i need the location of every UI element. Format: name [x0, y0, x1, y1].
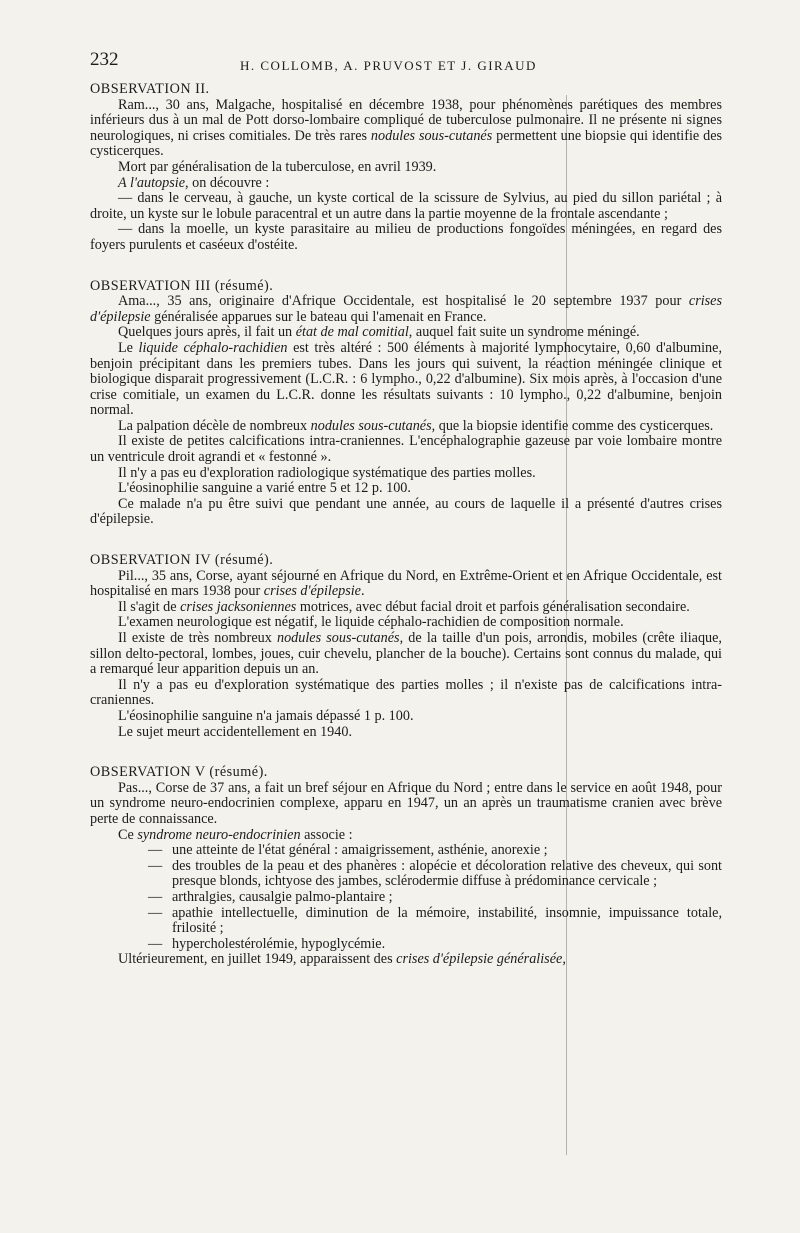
obs2-paragraph-2: Mort par généralisation de la tuberculose, en avril 1939.: [118, 158, 437, 175]
symptom-list: [90, 843, 722, 952]
list-item: — arthralgies, causalgie palmo-plantaire ;: [148, 888, 393, 905]
obs4-paragraph-4: Il existe de très nombreux nodules sous-cutanés, de la taille d'un pois, arrondis, mobiles (crête iliaque, sillon delto-pectoral, lombes, joues, cuir chevelu, plancher de la bouche). Certains sont connus du malade, qui a remarqué leur apparition depuis un an.: [90, 630, 722, 678]
list-item: — une atteinte de l'état général : amaigrissement, asthénie, anorexie ;: [148, 842, 548, 859]
obs3-paragraph-5: Il existe de petites calcifications intra-craniennes. L'encéphalographie gazeuse par voie lombaire montre un ventricule droit agrandi et « festonné ».: [90, 433, 722, 466]
obs5-paragraph-2: Ce syndrome neuro-endocrinien associe :: [118, 826, 353, 843]
observation-2: [90, 82, 722, 254]
obs3-paragraph-6: Il n'y a pas eu d'exploration radiologique systématique des parties molles.: [118, 464, 536, 481]
running-title: H. COLLOMB, A. PRUVOST ET J. GIRAUD: [240, 58, 537, 73]
obs3-paragraph-7: L'éosinophilie sanguine a varié entre 5 et 12 p. 100.: [118, 480, 411, 497]
observation-5: [90, 765, 722, 968]
obs5-paragraph-3: Ultérieurement, en juillet 1949, apparaissent des crises d'épilepsie généralisée,: [118, 951, 566, 968]
page-header: [90, 49, 722, 76]
obs4-paragraph-6: L'éosinophilie sanguine n'a jamais dépassé 1 p. 100.: [118, 707, 414, 724]
obs4-paragraph-3: L'examen neurologique est négatif, le liquide céphalo-rachidien de composition normale.: [118, 614, 624, 631]
obs2-paragraph-1: Ram..., 30 ans, Malgache, hospitalisé en décembre 1938, pour phénomènes parétiques des membres inférieurs dus à un mal de Pott dorso-lombaire compliqué de tuberculose pulmonaire. Il ne présente ni signes neurologiques, ni crises comitiales. De très rares nodules sous-cutanés permettent une biopsie qui identifie des cysticerques.: [90, 96, 723, 160]
obs3-paragraph-2: Quelques jours après, il fait un état de mal comitial, auquel fait suite un syndrome méningé.: [118, 324, 640, 341]
obs3-paragraph-3: Le liquide céphalo-rachidien est très altéré : 500 éléments à majorité lymphocytaire, 0,60 d'albumine, benjoin précipitant dans les premiers tubes. Dans les jours qui suivent, la réaction méningée clinique et biologique disparait progressivement (L.C.R. : 6 lympho., 0,22 d'albumine). Six mois après, à l'occasion d'une crise comitiale, un examen du L.C.R. donne les résultats suivants : 10 lympho., 0,22 d'albumine, benjoin normal.: [90, 339, 722, 419]
observation-3-heading: OBSERVATION III (résumé).: [90, 277, 274, 294]
page-number: 232: [90, 49, 119, 70]
obs4-paragraph-1: Pil..., 35 ans, Corse, ayant séjourné en Afrique du Nord, en Extrême-Orient et en Afrique Occidentale, est hospitalisé en mars 1938 pour crises d'épilepsie.: [90, 567, 722, 600]
list-item: — hypercholestérolémie, hypoglycémie.: [148, 935, 386, 952]
observation-5-heading: OBSERVATION V (résumé).: [90, 764, 268, 781]
obs5-paragraph-1: Pas..., Corse de 37 ans, a fait un bref séjour en Afrique du Nord ; entre dans le service en août 1948, pour un syndrome neuro-endocrinien complexe, apparu en 1947, un an après un traumatisme cranien avec brève perte de connaissance.: [90, 779, 722, 827]
obs3-paragraph-1: Ama..., 35 ans, originaire d'Afrique Occidentale, est hospitalisé le 20 septembre 1937 pour crises d'épilepsie généralisée apparues sur le bateau qui l'amenait en France.: [90, 293, 722, 325]
list-item: — apathie intellectuelle, diminution de la mémoire, instabilité, insomnie, impuissance totale, frilosité ;: [148, 904, 722, 937]
obs4-paragraph-5: Il n'y a pas eu d'exploration systématique des parties molles ; il n'existe pas de calcifications intra-craniennes.: [90, 676, 722, 709]
observation-4-heading: OBSERVATION IV (résumé).: [90, 552, 274, 569]
list-item: — des troubles de la peau et des phanères : alopécie et décoloration relative des cheveux, qui sont presque blonds, ichtyose des jambes, sclérodermie diffuse à prédominance cervicale ;: [148, 857, 722, 890]
obs4-paragraph-2: Il s'agit de crises jacksoniennes motrices, avec début facial droit et parfois généralisation secondaire.: [118, 598, 690, 615]
obs3-paragraph-4: La palpation décèle de nombreux nodules sous-cutanés, que la biopsie identifie comme des cysticerques.: [118, 417, 714, 434]
obs2-paragraph-5: — dans la moelle, un kyste parasitaire au milieu de productions fongoïdes méningées, en regard des foyers purulents et caséeux d'ostéite.: [90, 221, 722, 253]
observation-4: [90, 553, 722, 740]
obs2-paragraph-3: A l'autopsie, on découvre :: [118, 174, 270, 191]
obs2-paragraph-4: — dans le cerveau, à gauche, un kyste cortical de la scissure de Sylvius, au pied du sillon pariétal ; à droite, un kyste sur le lobule paracentral et un autre dans la partie moyenne de la frontale ascendante ;: [90, 190, 722, 222]
journal-page: [90, 49, 723, 968]
observation-2-heading: OBSERVATION II.: [90, 81, 210, 97]
obs4-paragraph-7: Le sujet meurt accidentellement en 1940.: [118, 723, 353, 740]
obs3-paragraph-8: Ce malade n'a pu être suivi que pendant une année, au cours de laquelle il a présenté d'autres crises d'épilepsie.: [90, 495, 722, 528]
observation-3: [90, 279, 722, 529]
